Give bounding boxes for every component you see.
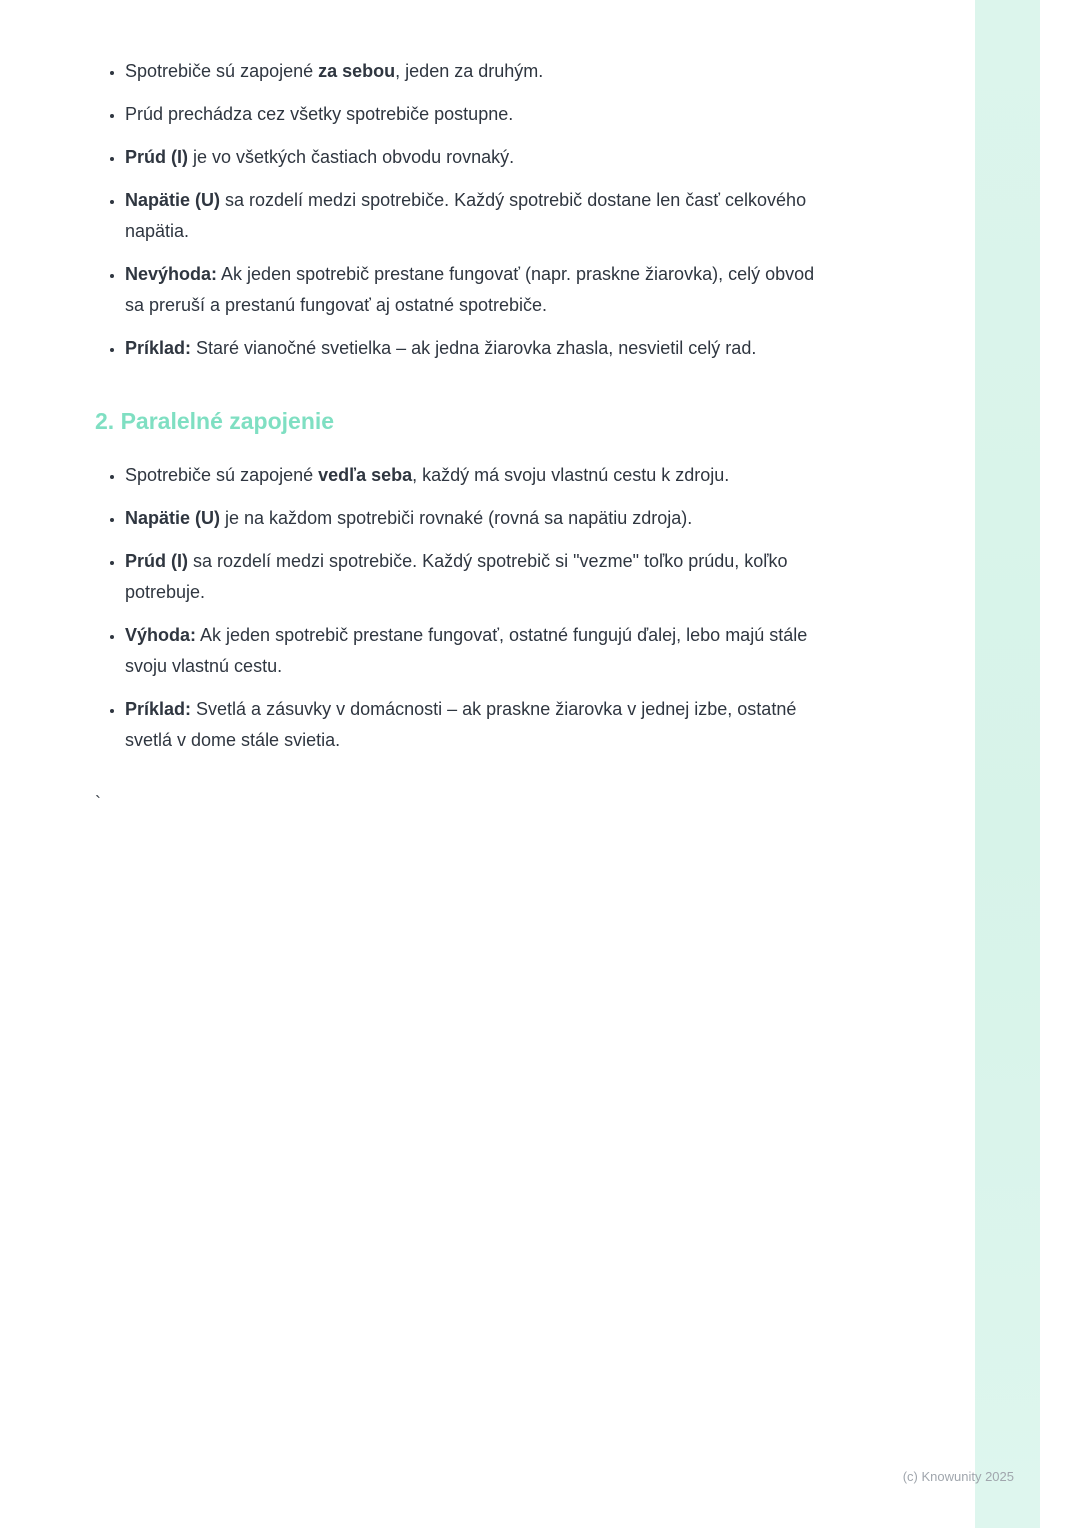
document-content xyxy=(0,0,830,819)
section-heading-parallel: 2. Paralelné zapojenie xyxy=(95,408,335,434)
list-item-bold-text: Príklad: xyxy=(125,699,192,719)
list-item-text: , jeden za druhým. xyxy=(395,61,544,81)
list-item-text: sa rozdelí medzi spotrebiče. Každý spotrebič dostane len časť celkového napätia. xyxy=(125,190,807,241)
list-item-bold-text: Príklad: xyxy=(125,338,192,358)
stray-backtick: ` xyxy=(95,793,101,813)
list-item-bold-text: Prúd (I) xyxy=(125,147,188,167)
list-item xyxy=(125,546,830,608)
list-item-text: je na každom spotrebiči rovnaké (rovná sa napätiu zdroja). xyxy=(220,508,693,528)
list-item-text: Spotrebiče sú zapojené xyxy=(125,465,319,485)
list-item-text: Ak jeden spotrebič prestane fungovať (napr. praskne žiarovka), celý obvod sa preruší a prestanú fungovať aj ostatné spotrebiče. xyxy=(125,264,815,315)
list-item-bold-text: Napätie (U) xyxy=(125,190,221,210)
bullet-list-parallel xyxy=(95,460,830,756)
list-item-text: Ak jeden spotrebič prestane fungovať, ostatné fungujú ďalej, lebo majú stále svoju vlastnú cestu. xyxy=(125,625,808,676)
list-item-bold-text: vedľa seba xyxy=(318,465,413,485)
bullet-list-series xyxy=(95,56,830,364)
list-item-bold-text: Napätie (U) xyxy=(125,508,221,528)
list-item-text: , každý má svoju vlastnú cestu k zdroju. xyxy=(412,465,730,485)
list-item xyxy=(125,99,830,130)
list-item-text: Spotrebiče sú zapojené xyxy=(125,61,319,81)
list-item xyxy=(125,460,830,491)
list-item-text: sa rozdelí medzi spotrebiče. Každý spotrebič si "vezme" toľko prúdu, koľko potrebuje. xyxy=(125,551,788,602)
list-item-bold-text: Nevýhoda: xyxy=(125,264,218,284)
list-item xyxy=(125,259,830,321)
list-item-text: Staré vianočné svetielka – ak jedna žiarovka zhasla, nesvietil celý rad. xyxy=(191,338,757,358)
list-item xyxy=(125,503,830,534)
list-item-text: Prúd prechádza cez všetky spotrebiče postupne. xyxy=(125,104,514,124)
list-item xyxy=(125,333,830,364)
list-item-bold-text: za sebou xyxy=(318,61,396,81)
list-item-text: je vo všetkých častiach obvodu rovnaký. xyxy=(188,147,515,167)
list-item-text: Svetlá a zásuvky v domácnosti – ak praskne žiarovka v jednej izbe, ostatné svetlá v dome stále svietia. xyxy=(125,699,797,750)
list-item xyxy=(125,185,830,247)
list-item-bold-text: Výhoda: xyxy=(125,625,197,645)
list-item xyxy=(125,694,830,756)
list-item xyxy=(125,620,830,682)
copyright-text: (c) Knowunity 2025 xyxy=(902,1469,1014,1484)
accent-stripe xyxy=(975,0,1040,1528)
list-item xyxy=(125,56,830,87)
list-item xyxy=(125,142,830,173)
list-item-bold-text: Prúd (I) xyxy=(125,551,188,571)
